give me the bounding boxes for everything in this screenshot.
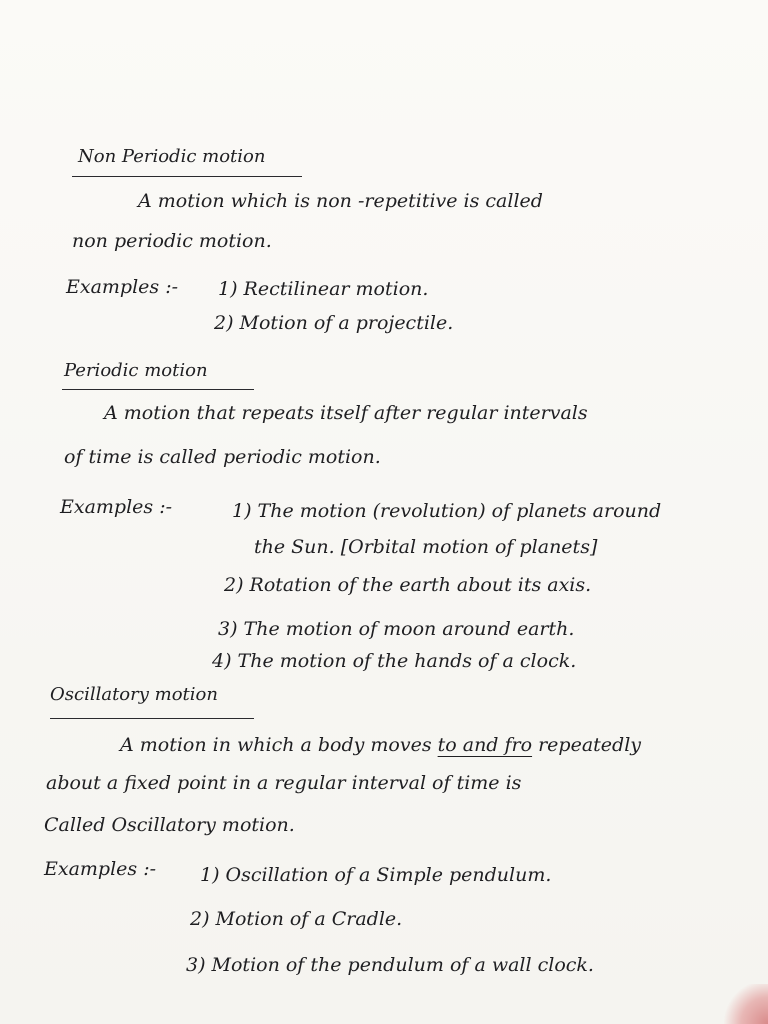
oscillatory-title-underline: [50, 718, 254, 719]
non-periodic-examples-label: Examples :-: [66, 276, 179, 298]
oscillatory-definition-line1-b: repeatedly: [532, 734, 642, 756]
non-periodic-definition-line2: non periodic motion.: [72, 230, 272, 252]
oscillatory-examples-label: Examples :-: [44, 858, 157, 880]
oscillatory-definition-line3: Called Oscillatory motion.: [44, 814, 295, 836]
oscillatory-definition-line1-a: A motion in which a body moves: [120, 734, 438, 756]
periodic-example-1-line2: the Sun. [Orbital motion of planets]: [254, 536, 598, 558]
periodic-definition-line2: of time is called periodic motion.: [64, 446, 381, 468]
periodic-title-underline: [62, 389, 254, 390]
non-periodic-example-2: 2) Motion of a projectile.: [214, 312, 454, 334]
periodic-definition-line1: A motion that repeats itself after regular intervals: [104, 402, 588, 424]
periodic-example-4: 4) The motion of the hands of a clock.: [212, 650, 577, 672]
oscillatory-definition-line1: [120, 734, 641, 756]
oscillatory-example-1: 1) Oscillation of a Simple pendulum.: [200, 864, 552, 886]
non-periodic-title-underline: [72, 176, 302, 177]
non-periodic-title: Non Periodic motion: [78, 146, 266, 167]
oscillatory-definition-line2: about a fixed point in a regular interval of time is: [46, 772, 522, 794]
periodic-examples-label: Examples :-: [60, 496, 173, 518]
periodic-example-1-line1: 1) The motion (revolution) of planets around: [232, 500, 662, 522]
periodic-title: Periodic motion: [64, 360, 208, 381]
non-periodic-definition-line1: A motion which is non -repetitive is called: [138, 190, 543, 212]
periodic-example-2: 2) Rotation of the earth about its axis.: [224, 574, 592, 596]
periodic-example-3: 3) The motion of moon around earth.: [218, 618, 575, 640]
non-periodic-example-1: 1) Rectilinear motion.: [218, 278, 429, 300]
page-corner-stain: [724, 984, 768, 1024]
oscillatory-example-2: 2) Motion of a Cradle.: [190, 908, 403, 930]
oscillatory-title: Oscillatory motion: [50, 684, 218, 705]
to-and-fro-emphasis: to and fro: [437, 734, 533, 756]
oscillatory-example-3: 3) Motion of the pendulum of a wall clock.: [186, 954, 594, 976]
